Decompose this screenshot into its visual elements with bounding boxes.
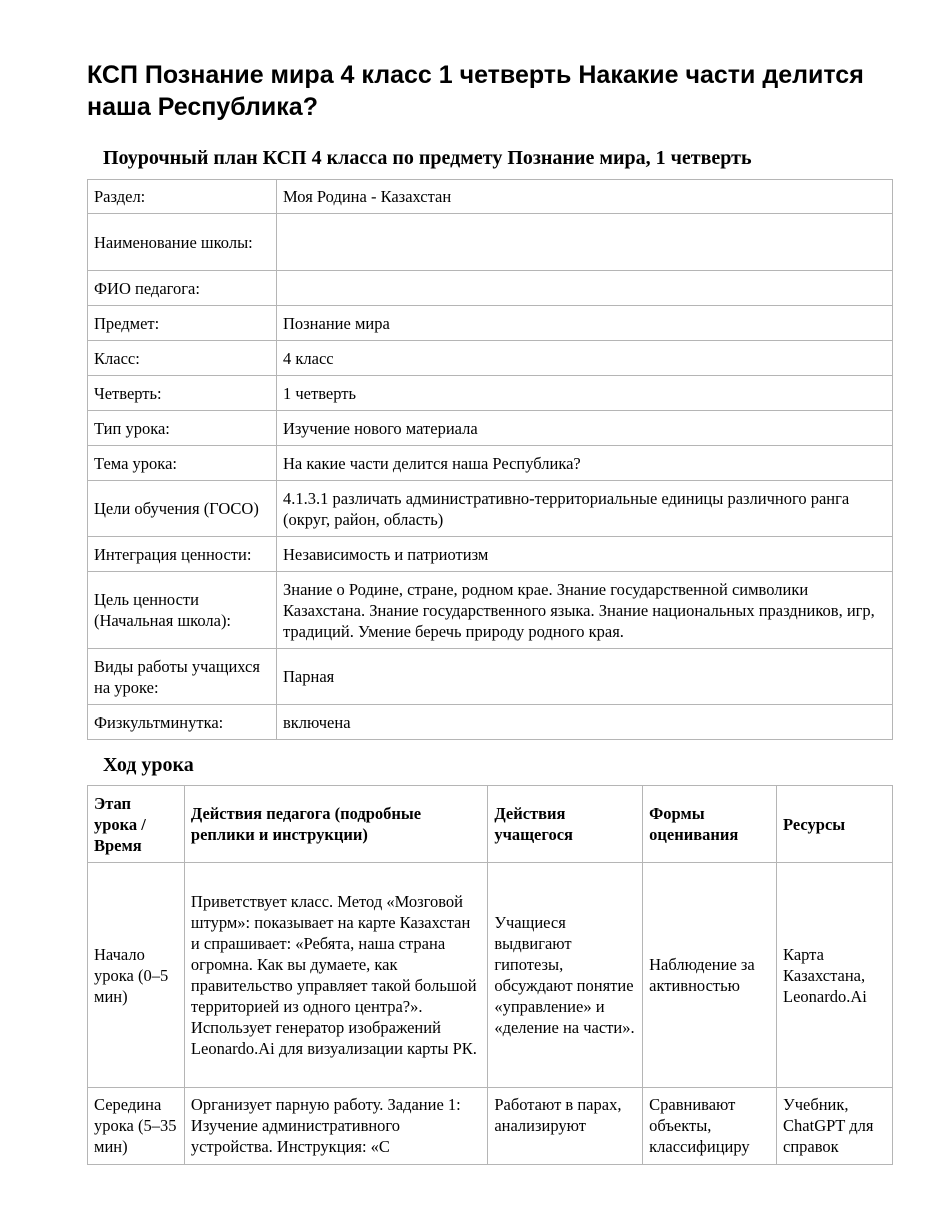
info-key: Цели обучения (ГОСО) — [88, 481, 277, 537]
lesson-cell: Работают в парах, анализируют — [488, 1088, 643, 1165]
document-title: КСП Познание мира 4 класс 1 четверть Накакие части делится наша Республика? — [87, 61, 864, 121]
info-key: Виды работы учащихся на уроке: — [88, 649, 277, 705]
lesson-cell: Учащиеся выдвигают гипотезы, обсуждают понятие «управление» и «деление на части». — [488, 863, 643, 1088]
info-value: 4.1.3.1 различать административно-территориальные единицы различного ранга (округ, район, область) — [277, 481, 893, 537]
info-value: включена — [277, 705, 893, 740]
info-value: Моя Родина - Казахстан — [277, 180, 893, 214]
lesson-header-cell: Этап урока / Время — [88, 786, 185, 863]
info-value — [277, 271, 893, 306]
info-value: Парная — [277, 649, 893, 705]
info-row — [88, 572, 893, 649]
info-value: Изучение нового материала — [277, 411, 893, 446]
info-row — [88, 446, 893, 481]
info-key: Интеграция ценности: — [88, 537, 277, 572]
info-key: Физкультминутка: — [88, 705, 277, 740]
info-key: Цель ценности (Начальная школа): — [88, 572, 277, 649]
info-value: 4 класс — [277, 341, 893, 376]
lesson-table — [87, 785, 893, 1165]
info-key: Четверть: — [88, 376, 277, 411]
lesson-cell: Середина урока (5–35 мин) — [88, 1088, 185, 1165]
info-row — [88, 481, 893, 537]
lesson-header-row — [88, 786, 893, 863]
lesson-cell: Учебник, ChatGPT для справок — [777, 1088, 893, 1165]
info-row — [88, 411, 893, 446]
info-row — [88, 705, 893, 740]
info-row — [88, 180, 893, 214]
lesson-cell: Сравнивают объекты, классифициру — [643, 1088, 777, 1165]
info-key: Предмет: — [88, 306, 277, 341]
info-key: Раздел: — [88, 180, 277, 214]
info-value — [277, 214, 893, 271]
lesson-heading: Ход урока — [103, 754, 194, 776]
info-row — [88, 376, 893, 411]
info-key: Класс: — [88, 341, 277, 376]
lesson-header-cell: Действия учащегося — [488, 786, 643, 863]
lesson-cell: Наблюдение за активностью — [643, 863, 777, 1088]
info-row — [88, 271, 893, 306]
lesson-header-cell: Формы оценивания — [643, 786, 777, 863]
lesson-cell: Начало урока (0–5 мин) — [88, 863, 185, 1088]
info-key: Тип урока: — [88, 411, 277, 446]
info-key: ФИО педагога: — [88, 271, 277, 306]
info-table — [87, 179, 893, 740]
plan-heading: Поурочный план КСП 4 класса по предмету Познание мира, 1 четверть — [103, 147, 752, 169]
info-row — [88, 649, 893, 705]
info-key: Тема урока: — [88, 446, 277, 481]
lesson-cell: Приветствует класс. Метод «Мозговой штурм»: показывает на карте Казахстан и спрашивает: «Ребята, наша страна огромна. Как вы думаете, как правительство управляет такой большой территорией из одного центра?». Использует генератор изображений Leonardo.Ai для визуализации карты РК. — [184, 863, 487, 1088]
info-key: Наименование школы: — [88, 214, 277, 271]
lesson-cell: Карта Казахстана, Leonardo.Ai — [777, 863, 893, 1088]
info-value: Независимость и патриотизм — [277, 537, 893, 572]
info-row — [88, 537, 893, 572]
info-row — [88, 341, 893, 376]
lesson-row — [88, 863, 893, 1088]
info-value: На какие части делится наша Республика? — [277, 446, 893, 481]
info-value: 1 четверть — [277, 376, 893, 411]
info-value: Знание о Родине, стране, родном крае. Знание государственной символики Казахстана. Знание государственного языка. Знание национальных праздников, игр, традиций. Умение беречь природу родного края. — [277, 572, 893, 649]
info-row — [88, 306, 893, 341]
lesson-header-cell: Действия педагога (подробные реплики и инструкции) — [184, 786, 487, 863]
info-row — [88, 214, 893, 271]
info-value: Познание мира — [277, 306, 893, 341]
lesson-header-cell: Ресурсы — [777, 786, 893, 863]
lesson-cell: Организует парную работу. Задание 1: Изучение административного устройства. Инструкция: «С — [184, 1088, 487, 1165]
lesson-row — [88, 1088, 893, 1165]
